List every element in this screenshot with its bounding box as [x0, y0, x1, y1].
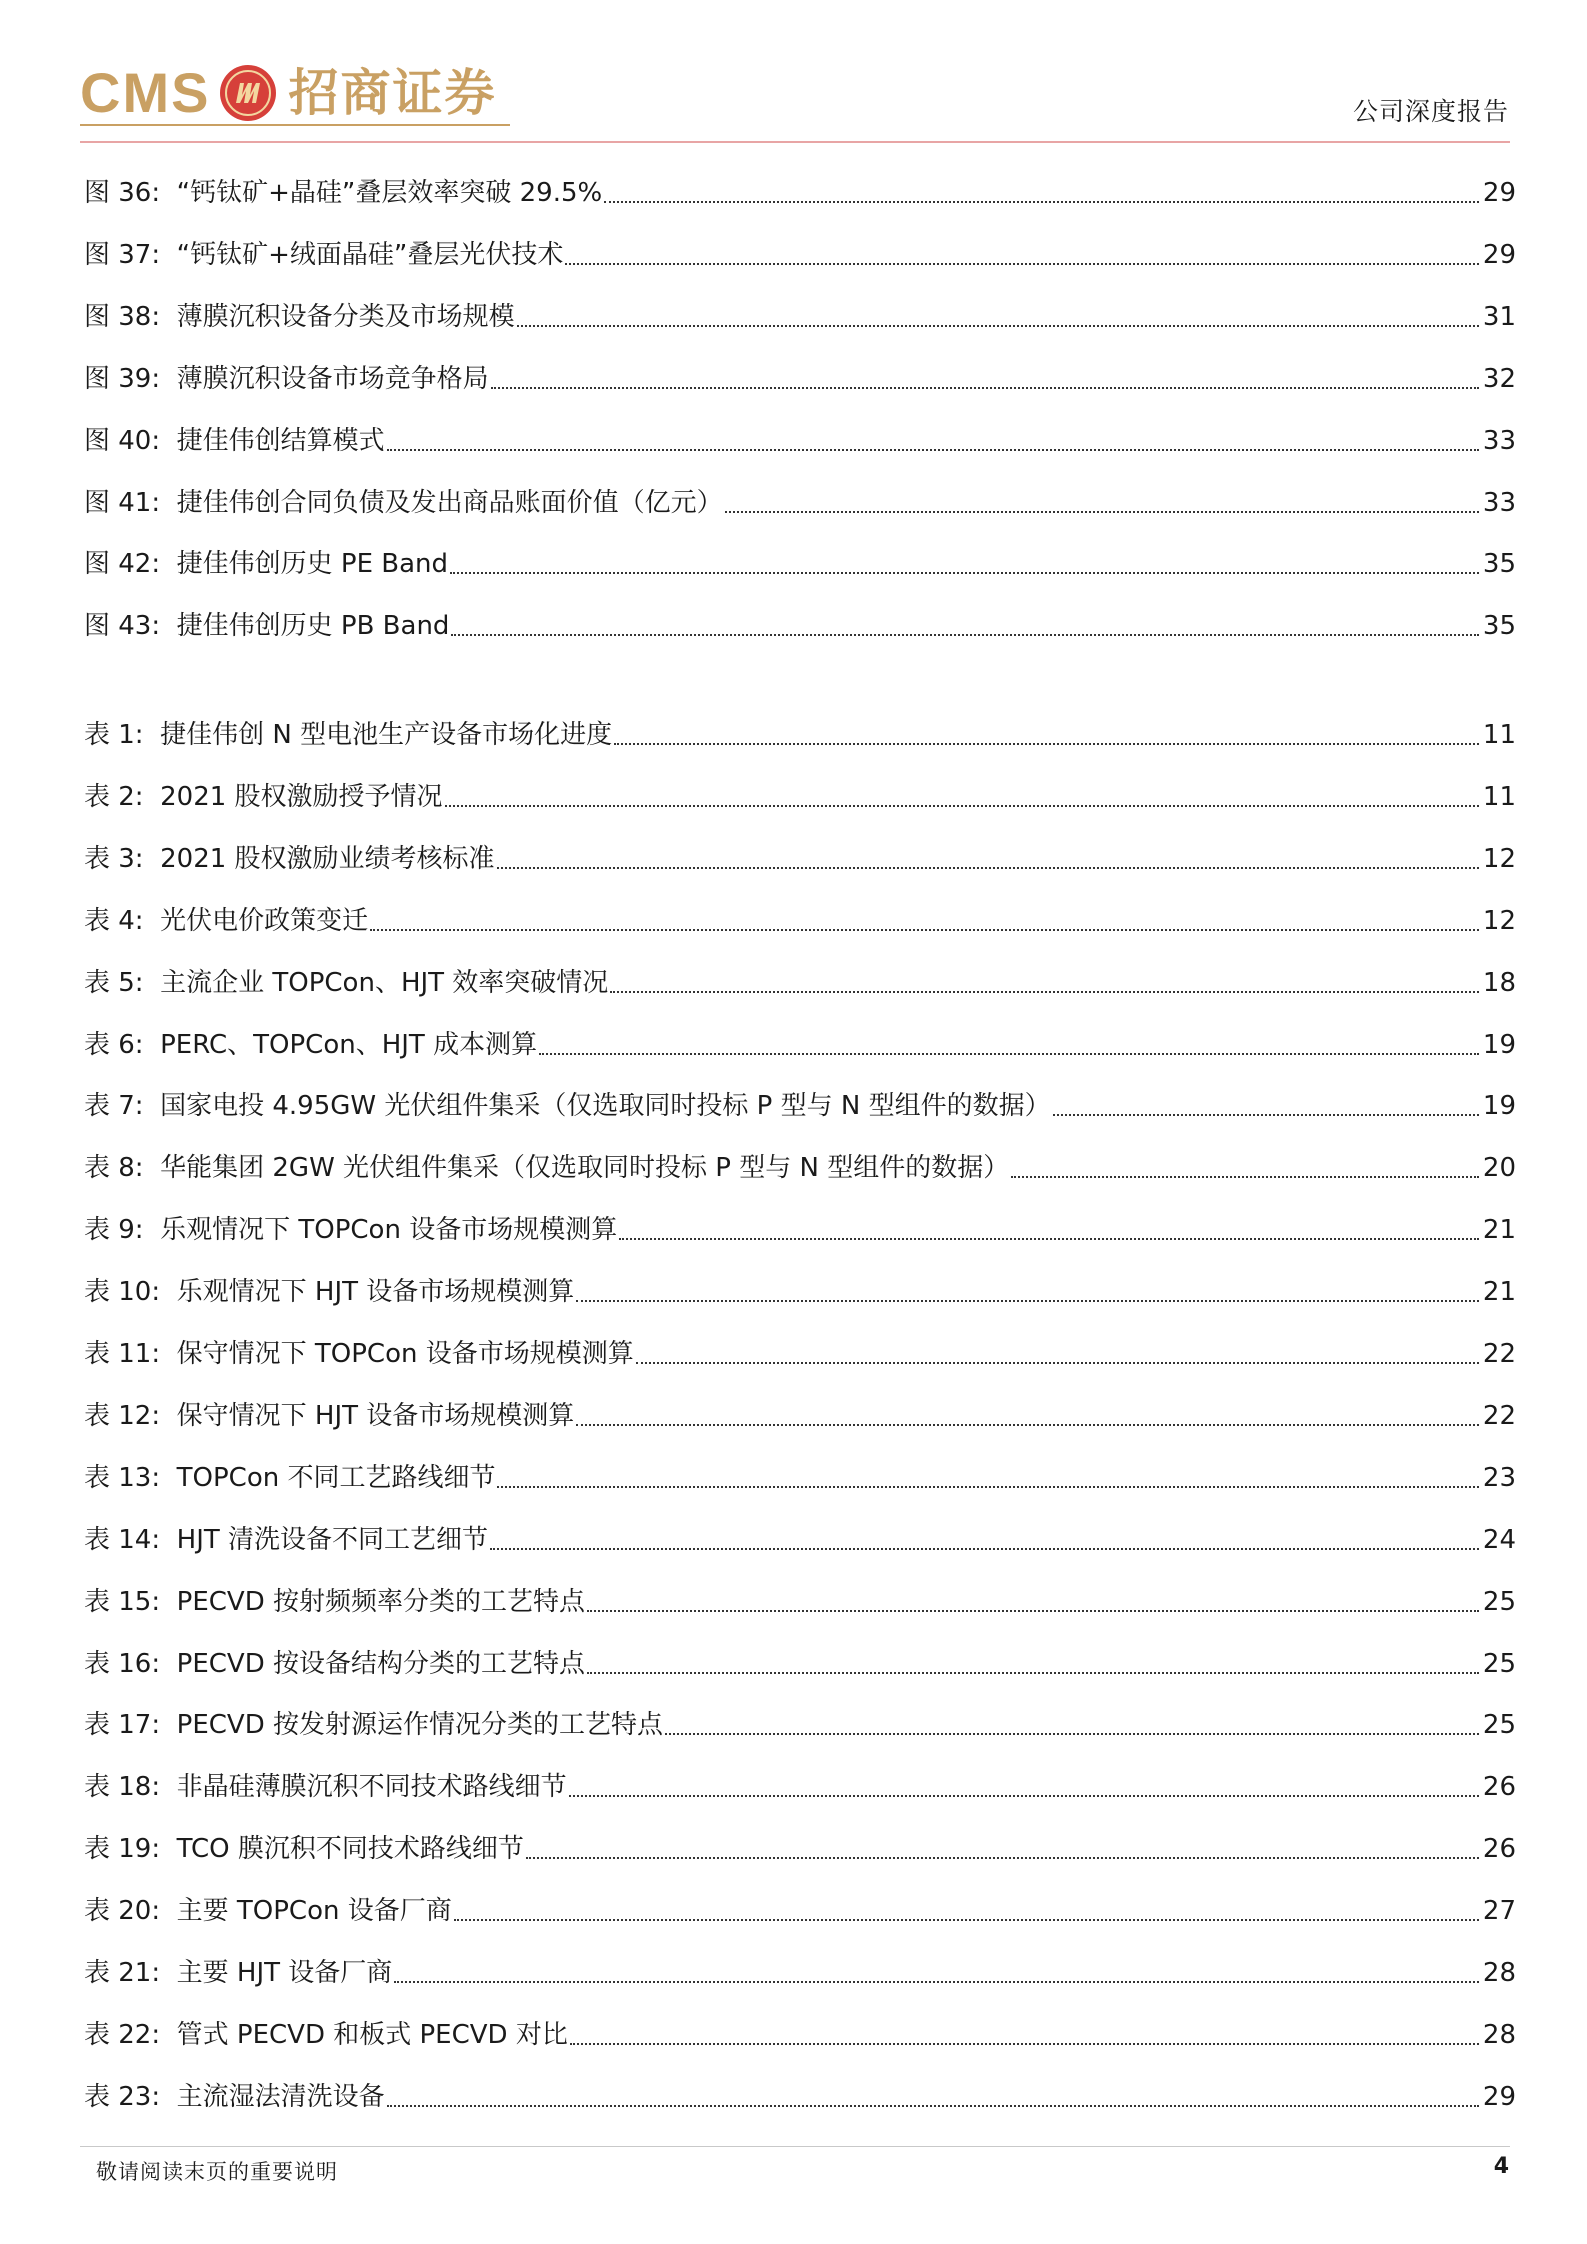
table-entry[interactable]	[84, 1145, 1516, 1185]
dot-leader	[576, 1399, 1479, 1433]
footer-page-number: 4	[1493, 2154, 1509, 2179]
table-page-number: 11	[1482, 720, 1516, 750]
dot-leader	[450, 547, 1479, 581]
figure-label: 图 37:	[84, 239, 161, 270]
figure-entry[interactable]	[84, 603, 1516, 643]
table-title: 华能集团 2GW 光伏组件集采（仅选取同时投标 P 型与 N 型组件的数据）	[160, 1153, 1010, 1184]
table-title: 主要 TOPCon 设备厂商	[176, 1896, 452, 1927]
header-rule	[80, 141, 1510, 143]
label-gap	[160, 2080, 177, 2114]
figure-entry[interactable]	[84, 418, 1516, 458]
figure-entry[interactable]	[84, 232, 1516, 272]
table-page-number: 26	[1482, 1834, 1516, 1865]
figure-entry[interactable]	[84, 356, 1516, 396]
table-label: 表 7:	[84, 1091, 144, 1122]
figure-title: 薄膜沉积设备分类及市场规模	[176, 301, 515, 332]
label-gap	[160, 1461, 177, 1495]
table-label: 表 20:	[84, 1896, 161, 1927]
table-title: PECVD 按发射源运作情况分类的工艺特点	[176, 1710, 663, 1741]
dot-leader	[1011, 1151, 1479, 1185]
table-title: 捷佳伟创 N 型电池生产设备市场化进度	[160, 720, 613, 750]
table-page-number: 25	[1482, 1586, 1516, 1617]
table-label: 表 4:	[84, 905, 144, 936]
table-title: 2021 股权激励授予情况	[160, 781, 443, 812]
label-gap	[144, 718, 161, 752]
dot-leader	[570, 2018, 1479, 2052]
table-entry[interactable]	[84, 1083, 1516, 1123]
table-title: 管式 PECVD 和板式 PECVD 对比	[176, 2019, 568, 2050]
figure-entry[interactable]	[84, 170, 1516, 210]
table-entry[interactable]	[84, 1269, 1516, 1309]
label-gap	[160, 300, 177, 334]
table-title: PERC、TOPCon、HJT 成本测算	[160, 1029, 538, 1060]
table-title: 非晶硅薄膜沉积不同技术路线细节	[176, 1772, 567, 1803]
dot-leader	[665, 1708, 1479, 1742]
table-title: 保守情况下 HJT 设备市场规模测算	[176, 1400, 575, 1431]
table-entry[interactable]	[84, 960, 1516, 1000]
table-page-number: 22	[1482, 1400, 1516, 1431]
label-gap	[160, 1708, 177, 1742]
dot-leader	[497, 1461, 1478, 1495]
label-gap	[144, 1089, 161, 1123]
table-label: 表 11:	[84, 1339, 161, 1369]
figure-page-number: 29	[1482, 178, 1516, 208]
table-label: 表 2:	[84, 781, 144, 812]
dot-leader	[497, 842, 1479, 876]
table-entry[interactable]	[84, 774, 1516, 814]
table-page-number: 22	[1482, 1339, 1516, 1369]
dot-leader	[576, 1275, 1479, 1309]
table-label: 表 8:	[84, 1153, 144, 1184]
figure-title: 捷佳伟创合同负债及发出商品账面价值（亿元）	[176, 487, 723, 518]
table-title: PECVD 按射频频率分类的工艺特点	[176, 1586, 585, 1617]
table-label: 表 19:	[84, 1834, 161, 1865]
dot-leader	[387, 2080, 1479, 2114]
label-gap	[160, 1894, 177, 1928]
label-gap	[160, 1275, 177, 1309]
figure-label: 图 41:	[84, 487, 161, 518]
cms-emblem-icon	[218, 63, 278, 123]
dot-leader	[587, 1585, 1479, 1619]
logo-cn-text: 招商证券	[288, 64, 497, 122]
figure-label: 图 36:	[84, 178, 161, 208]
table-entry[interactable]	[84, 1702, 1516, 1742]
table-title: TCO 膜沉积不同技术路线细节	[176, 1834, 524, 1865]
table-label: 表 10:	[84, 1277, 161, 1308]
figure-page-number: 29	[1482, 239, 1516, 270]
table-entry[interactable]	[84, 1022, 1516, 1062]
table-title: 保守情况下 TOPCon 设备市场规模测算	[176, 1339, 634, 1369]
label-gap	[160, 1770, 177, 1804]
table-label: 表 14:	[84, 1524, 161, 1555]
dot-leader	[725, 486, 1479, 520]
table-entry[interactable]	[84, 1331, 1516, 1371]
footer-note: 敬请阅读末页的重要说明	[96, 2160, 338, 2184]
label-gap	[160, 1337, 177, 1371]
label-gap	[144, 966, 161, 1000]
table-entry[interactable]	[84, 2074, 1516, 2114]
dot-leader	[1053, 1089, 1479, 1123]
label-gap	[160, 486, 177, 520]
dot-leader	[445, 780, 1479, 814]
dot-leader	[394, 1956, 1479, 1990]
table-label: 表 18:	[84, 1772, 161, 1803]
figure-label: 图 42:	[84, 549, 161, 580]
table-label: 表 23:	[84, 2081, 161, 2112]
label-gap	[144, 904, 161, 938]
figure-page-number: 33	[1482, 487, 1516, 518]
table-title: 主流企业 TOPCon、HJT 效率突破情况	[160, 967, 609, 998]
figure-entry[interactable]	[84, 294, 1516, 334]
table-page-number: 28	[1482, 1958, 1516, 1988]
figure-page-number: 35	[1482, 611, 1516, 642]
report-type: 公司深度报告	[1352, 97, 1509, 126]
label-gap	[144, 1028, 161, 1062]
table-page-number: 24	[1482, 1524, 1516, 1555]
dot-leader	[370, 904, 1479, 938]
table-entry[interactable]	[84, 1888, 1516, 1928]
table-entry[interactable]	[84, 898, 1516, 938]
table-entry[interactable]	[84, 1517, 1516, 1557]
label-gap	[160, 1832, 177, 1866]
table-page-number: 21	[1482, 1277, 1516, 1308]
table-label: 表 17:	[84, 1710, 161, 1741]
table-title: 2021 股权激励业绩考核标准	[160, 843, 495, 874]
table-page-number: 19	[1482, 1091, 1516, 1122]
table-page-number: 23	[1482, 1462, 1516, 1493]
table-title: 乐观情况下 TOPCon 设备市场规模测算	[160, 1215, 618, 1246]
table-page-number: 12	[1482, 843, 1516, 874]
dot-leader	[517, 300, 1479, 334]
dot-leader	[604, 176, 1479, 210]
figure-title: “钙钛矿+绒面晶硅”叠层光伏技术	[176, 239, 564, 270]
dot-leader	[610, 966, 1479, 1000]
table-entry[interactable]	[84, 1393, 1516, 1433]
figure-page-number: 33	[1482, 425, 1516, 456]
table-title: 国家电投 4.95GW 光伏组件集采（仅选取同时投标 P 型与 N 型组件的数据）	[160, 1091, 1051, 1122]
table-page-number: 12	[1482, 905, 1516, 936]
table-label: 表 15:	[84, 1586, 161, 1617]
figure-page-number: 31	[1482, 301, 1516, 332]
dot-leader	[526, 1832, 1479, 1866]
table-label: 表 6:	[84, 1029, 144, 1060]
label-gap	[160, 1585, 177, 1619]
table-title: 主流湿法清洗设备	[176, 2081, 385, 2112]
label-gap	[160, 1523, 177, 1557]
figure-title: 薄膜沉积设备市场竞争格局	[176, 363, 489, 394]
table-entry[interactable]	[84, 1826, 1516, 1866]
label-gap	[144, 1151, 161, 1185]
label-gap	[160, 547, 177, 581]
table-page-number: 20	[1482, 1153, 1516, 1184]
table-label: 表 13:	[84, 1462, 161, 1493]
table-entry[interactable]	[84, 1641, 1516, 1681]
dot-leader	[614, 718, 1479, 752]
dot-leader	[451, 609, 1478, 643]
label-gap	[160, 1399, 177, 1433]
figure-title: 捷佳伟创结算模式	[176, 425, 385, 456]
figure-title: “钙钛矿+晶硅”叠层效率突破 29.5%	[176, 178, 603, 208]
figure-entry[interactable]	[84, 541, 1516, 581]
figure-label: 图 39:	[84, 363, 161, 394]
label-gap	[160, 1956, 177, 1990]
label-gap	[160, 176, 177, 210]
table-entry[interactable]	[84, 1764, 1516, 1804]
figure-title: 捷佳伟创历史 PE Band	[176, 549, 449, 580]
label-gap	[160, 1647, 177, 1681]
table-label: 表 22:	[84, 2019, 161, 2050]
label-gap	[144, 842, 161, 876]
label-gap	[144, 1213, 161, 1247]
dot-leader	[565, 238, 1479, 272]
table-label: 表 5:	[84, 967, 144, 998]
table-entry[interactable]	[84, 2012, 1516, 2052]
dot-leader	[454, 1894, 1479, 1928]
table-title: 主要 HJT 设备厂商	[176, 1958, 393, 1988]
dot-leader	[490, 1523, 1479, 1557]
label-gap	[144, 780, 161, 814]
table-entry[interactable]	[84, 712, 1516, 752]
table-label: 表 1:	[84, 720, 144, 750]
figure-label: 图 40:	[84, 425, 161, 456]
figure-page-number: 35	[1482, 549, 1516, 580]
logo-underline	[80, 124, 510, 126]
dot-leader	[587, 1647, 1479, 1681]
dot-leader	[569, 1770, 1479, 1804]
table-title: 乐观情况下 HJT 设备市场规模测算	[176, 1277, 575, 1308]
table-title: PECVD 按设备结构分类的工艺特点	[176, 1648, 585, 1679]
table-page-number: 19	[1482, 1029, 1516, 1060]
dot-leader	[636, 1337, 1479, 1371]
table-title: HJT 清洗设备不同工艺细节	[176, 1524, 489, 1555]
table-entry[interactable]	[84, 1579, 1516, 1619]
table-label: 表 21:	[84, 1958, 161, 1988]
table-page-number: 25	[1482, 1648, 1516, 1679]
dot-leader	[619, 1213, 1479, 1247]
table-page-number: 25	[1482, 1710, 1516, 1741]
table-page-number: 27	[1482, 1896, 1516, 1927]
table-label: 表 12:	[84, 1400, 161, 1431]
label-gap	[160, 609, 177, 643]
table-page-number: 11	[1482, 781, 1516, 812]
dot-leader	[491, 362, 1479, 396]
dot-leader	[387, 424, 1479, 458]
table-page-number: 26	[1482, 1772, 1516, 1803]
cms-logo	[80, 58, 496, 128]
table-entry[interactable]	[84, 1950, 1516, 1990]
page-header	[0, 0, 1587, 145]
logo-cms-text: CMS	[80, 61, 211, 124]
figure-label: 图 38:	[84, 301, 161, 332]
label-gap	[160, 362, 177, 396]
table-label: 表 3:	[84, 843, 144, 874]
figure-label: 图 43:	[84, 611, 161, 642]
figure-page-number: 32	[1482, 363, 1516, 394]
table-entry[interactable]	[84, 1455, 1516, 1495]
figure-entry[interactable]	[84, 480, 1516, 520]
footer-rule	[80, 2146, 1510, 2147]
table-page-number: 18	[1482, 967, 1516, 998]
table-label: 表 9:	[84, 1215, 144, 1246]
table-title: 光伏电价政策变迁	[160, 905, 369, 936]
table-entry[interactable]	[84, 836, 1516, 876]
table-label: 表 16:	[84, 1648, 161, 1679]
table-page-number: 21	[1482, 1215, 1516, 1246]
label-gap	[160, 2018, 177, 2052]
table-title: TOPCon 不同工艺路线细节	[176, 1462, 496, 1493]
table-page-number: 29	[1482, 2081, 1516, 2112]
table-entry[interactable]	[84, 1207, 1516, 1247]
table-page-number: 28	[1482, 2019, 1516, 2050]
dot-leader	[539, 1028, 1479, 1062]
label-gap	[160, 238, 177, 272]
label-gap	[160, 424, 177, 458]
figure-title: 捷佳伟创历史 PB Band	[176, 611, 450, 642]
